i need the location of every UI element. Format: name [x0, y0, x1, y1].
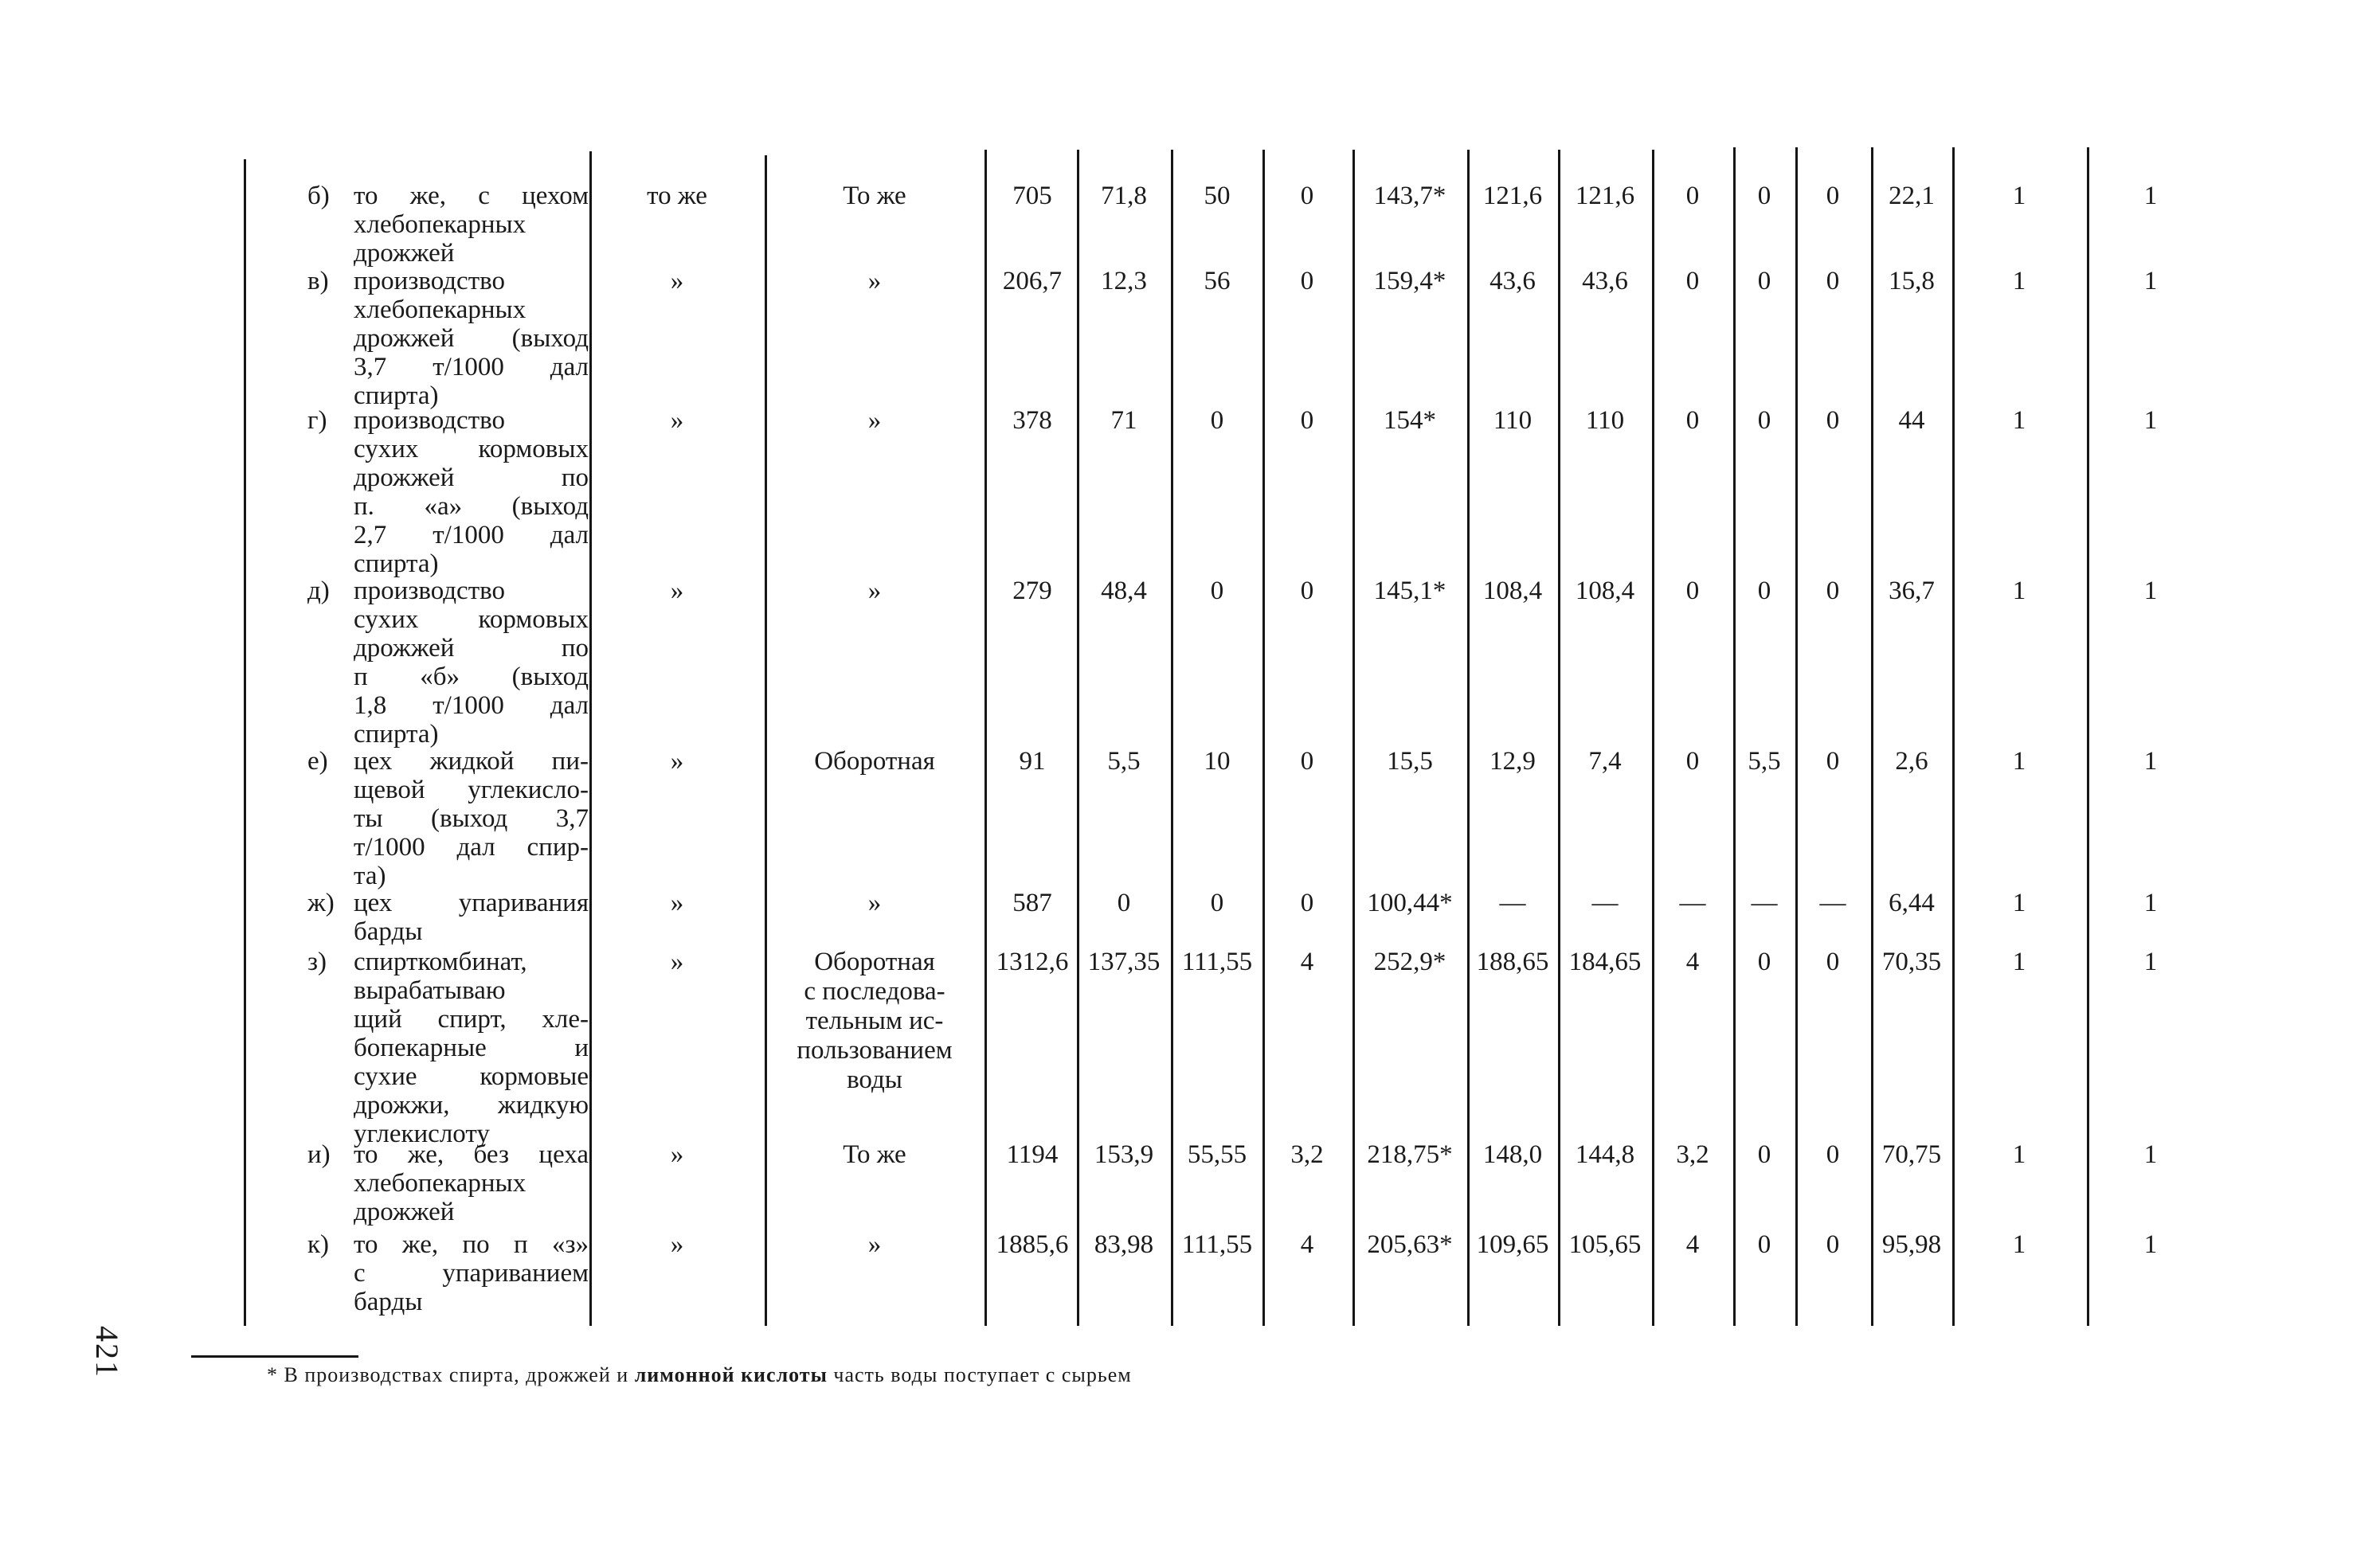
description-line: цех упаривания — [354, 889, 589, 917]
value-cell: 0 — [1210, 577, 1224, 605]
value-cell: 0 — [1826, 1140, 1840, 1169]
value-cell: 0 — [1826, 577, 1840, 605]
value-cell: 48,4 — [1101, 577, 1147, 605]
value-cell: 108,4 — [1482, 577, 1543, 605]
description-line: дрожжи, жидкую — [354, 1091, 589, 1120]
value-cell: 137,35 — [1087, 948, 1161, 976]
row-water-supply: Оборотная — [814, 747, 935, 776]
row-col2: » — [670, 577, 684, 605]
value-cell: 154* — [1384, 406, 1436, 435]
value-cell: 1 — [2012, 267, 2026, 295]
value-cell: 111,55 — [1181, 1230, 1253, 1259]
value-cell: 0 — [1757, 182, 1771, 210]
value-cell: 1 — [2012, 577, 2026, 605]
value-cell: 12,9 — [1489, 747, 1536, 776]
row-label: ж) — [307, 889, 335, 917]
description-line: сухих кормовых — [354, 435, 589, 463]
description-line: барды — [354, 917, 423, 946]
value-cell: 5,5 — [1107, 747, 1141, 776]
description-line: то же, по п «з» — [354, 1230, 589, 1259]
value-cell: 108,4 — [1575, 577, 1635, 605]
value-cell: 1 — [2012, 948, 2026, 976]
value-cell: 0 — [1757, 267, 1771, 295]
footnote-text-a: В производствах спирта, дрожжей и — [284, 1363, 629, 1386]
description-line: п. «а» (выход — [354, 492, 589, 521]
value-cell: 1 — [2012, 406, 2026, 435]
description-line: дрожжей по — [354, 463, 589, 492]
description-line: дрожжей по — [354, 634, 589, 663]
value-cell: 0 — [1300, 577, 1314, 605]
value-cell: 1 — [2012, 889, 2026, 917]
column-rule — [765, 155, 767, 1326]
row-label: е) — [307, 747, 328, 776]
value-cell: 1194 — [1006, 1140, 1059, 1169]
row-description — [307, 889, 589, 946]
value-cell: 143,7* — [1373, 182, 1446, 210]
value-cell: 43,6 — [1489, 267, 1536, 295]
water-supply-line: пользованием — [797, 1036, 953, 1065]
water-supply-line: с последова- — [804, 977, 945, 1006]
description-line: т/1000 дал спир- — [354, 833, 589, 862]
value-cell: 4 — [1300, 948, 1314, 976]
value-cell: 1 — [2143, 889, 2158, 917]
footnote-text-c: часть воды поступает с сырьем — [833, 1363, 1132, 1386]
value-cell: 279 — [1012, 577, 1052, 605]
value-cell: 6,44 — [1889, 889, 1935, 917]
value-cell: 1 — [2143, 577, 2158, 605]
value-cell: 1 — [2012, 182, 2026, 210]
description-line: хлебопекарных — [354, 1169, 526, 1198]
row-water-supply: » — [867, 889, 882, 917]
value-cell: 0 — [1826, 267, 1840, 295]
value-cell: 70,75 — [1881, 1140, 1942, 1169]
footnote — [267, 1363, 1132, 1387]
value-cell: 153,9 — [1094, 1140, 1154, 1169]
description-line: то же, без цеха — [354, 1140, 589, 1169]
description-line: дрожжей — [354, 239, 455, 268]
description-line: сухих кормовых — [354, 605, 589, 634]
description-line: производство — [354, 406, 505, 435]
row-label: к) — [307, 1230, 330, 1259]
value-cell: 0 — [1300, 747, 1314, 776]
description-line: спирта) — [354, 381, 439, 410]
value-cell: — — [1751, 889, 1778, 917]
value-cell: — — [1679, 889, 1706, 917]
value-cell: 121,6 — [1482, 182, 1543, 210]
description-line: спирткомбинат, — [354, 948, 527, 976]
value-cell: 1 — [2143, 406, 2158, 435]
water-supply-line: тельным ис- — [805, 1007, 944, 1035]
value-cell: 1 — [2143, 948, 2158, 976]
value-cell: 705 — [1012, 182, 1052, 210]
row-col2: » — [670, 406, 684, 435]
row-water-supply: » — [867, 1230, 882, 1259]
value-cell: 110 — [1585, 406, 1625, 435]
value-cell: 0 — [1757, 577, 1771, 605]
value-cell: 0 — [1757, 1140, 1771, 1169]
value-cell: 159,4* — [1373, 267, 1446, 295]
value-cell: 1 — [2143, 1230, 2158, 1259]
water-supply-line: воды — [847, 1065, 902, 1094]
value-cell: 109,65 — [1476, 1230, 1549, 1259]
description-line: п «б» (выход — [354, 663, 589, 691]
column-rule — [244, 159, 246, 1326]
row-col2: » — [670, 267, 684, 295]
value-cell: 56 — [1204, 267, 1231, 295]
value-cell: 0 — [1757, 1230, 1771, 1259]
value-cell: 1 — [2143, 747, 2158, 776]
value-cell: — — [1499, 889, 1526, 917]
value-cell: 95,98 — [1881, 1230, 1942, 1259]
row-label: в) — [307, 267, 329, 295]
value-cell: — — [1819, 889, 1846, 917]
description-line: дрожжей — [354, 1198, 455, 1226]
value-cell: 1 — [2012, 1140, 2026, 1169]
row-col2: » — [670, 948, 684, 976]
description-line: 3,7 т/1000 дал — [354, 353, 589, 381]
value-cell: 0 — [1300, 889, 1314, 917]
row-water-supply: То же — [843, 1140, 906, 1169]
row-label: г) — [307, 406, 327, 435]
description-line: спирта) — [354, 720, 439, 749]
value-cell: 0 — [1685, 182, 1700, 210]
value-cell: 4 — [1685, 1230, 1700, 1259]
value-cell: 10 — [1204, 747, 1231, 776]
row-description — [307, 948, 589, 1148]
value-cell: 0 — [1826, 182, 1840, 210]
value-cell: 1 — [2143, 267, 2158, 295]
value-cell: 4 — [1300, 1230, 1314, 1259]
value-cell: 3,2 — [1676, 1140, 1709, 1169]
value-cell: 50 — [1204, 182, 1231, 210]
description-line: хлебопекарных — [354, 295, 526, 324]
row-col2: то же — [647, 182, 707, 210]
value-cell: 0 — [1685, 267, 1700, 295]
row-water-supply: То же — [843, 182, 906, 210]
page-number: 421 — [89, 1326, 125, 1378]
value-cell: 0 — [1210, 889, 1224, 917]
description-line: углекислоту — [354, 1120, 490, 1148]
description-line: бопекарные и — [354, 1034, 589, 1062]
value-cell: 3,2 — [1290, 1140, 1324, 1169]
row-label: д) — [307, 577, 330, 605]
value-cell: 206,7 — [1002, 267, 1063, 295]
description-line: то же, с цехом — [354, 182, 589, 210]
row-col2: » — [670, 747, 684, 776]
value-cell: 184,65 — [1568, 948, 1642, 976]
value-cell: 1 — [2012, 747, 2026, 776]
description-line: 2,7 т/1000 дал — [354, 521, 589, 549]
value-cell: 91 — [1019, 747, 1046, 776]
value-cell: 145,1* — [1373, 577, 1446, 605]
row-label: з) — [307, 948, 327, 976]
value-cell: 36,7 — [1889, 577, 1935, 605]
value-cell: 22,1 — [1889, 182, 1935, 210]
value-cell: 121,6 — [1575, 182, 1635, 210]
description-line: производство — [354, 267, 505, 295]
row-description — [307, 406, 589, 578]
value-cell: 188,65 — [1476, 948, 1549, 976]
description-line: вырабатываю — [354, 976, 506, 1005]
value-cell: 55,55 — [1187, 1140, 1247, 1169]
value-cell: 44 — [1898, 406, 1925, 435]
value-cell: 0 — [1826, 1230, 1840, 1259]
description-line: та) — [354, 862, 386, 890]
value-cell: 218,75* — [1367, 1140, 1453, 1169]
value-cell: 105,65 — [1568, 1230, 1642, 1259]
value-cell: 71,8 — [1101, 182, 1147, 210]
value-cell: 0 — [1210, 406, 1224, 435]
value-cell: 0 — [1685, 747, 1700, 776]
description-line: 1,8 т/1000 дал — [354, 691, 589, 720]
value-cell: 7,4 — [1588, 747, 1622, 776]
value-cell: 0 — [1826, 406, 1840, 435]
description-line: ты (выход 3,7 — [354, 804, 589, 833]
row-water-supply: » — [867, 406, 882, 435]
description-line: цех жидкой пи- — [354, 747, 589, 776]
row-description — [307, 182, 589, 268]
value-cell: 0 — [1757, 948, 1771, 976]
value-cell: 1 — [2143, 1140, 2158, 1169]
value-cell: 4 — [1685, 948, 1700, 976]
description-line: сухие кормовые — [354, 1062, 589, 1091]
value-cell: 205,63* — [1367, 1230, 1453, 1259]
footnote-text-b: лимонной кислоты — [634, 1363, 828, 1386]
value-cell: 70,35 — [1881, 948, 1942, 976]
value-cell: 144,8 — [1575, 1140, 1635, 1169]
value-cell: 83,98 — [1094, 1230, 1154, 1259]
description-line: хлебопекарных — [354, 210, 526, 239]
value-cell: 71 — [1110, 406, 1137, 435]
value-cell: 100,44* — [1367, 889, 1453, 917]
value-cell: 1 — [2143, 182, 2158, 210]
value-cell: 148,0 — [1482, 1140, 1543, 1169]
description-line: щевой углекисло- — [354, 776, 589, 804]
description-line: с упариванием — [354, 1259, 589, 1288]
value-cell: — — [1591, 889, 1619, 917]
value-cell: 0 — [1300, 182, 1314, 210]
row-description — [307, 1230, 589, 1316]
row-description — [307, 1140, 589, 1226]
description-line: барды — [354, 1288, 423, 1316]
value-cell: 2,6 — [1895, 747, 1928, 776]
value-cell: 587 — [1012, 889, 1052, 917]
value-cell: 1 — [2012, 1230, 2026, 1259]
footnote-rule — [191, 1355, 358, 1358]
value-cell: 0 — [1685, 406, 1700, 435]
description-line: щий спирт, хле- — [354, 1005, 589, 1034]
row-description — [307, 747, 589, 890]
value-cell: 43,6 — [1582, 267, 1628, 295]
footnote-marker: * — [267, 1363, 278, 1386]
value-cell: 5,5 — [1748, 747, 1781, 776]
row-description — [307, 267, 589, 410]
value-cell: 252,9* — [1373, 948, 1446, 976]
value-cell: 0 — [1117, 889, 1131, 917]
value-cell: 0 — [1757, 406, 1771, 435]
value-cell: 110 — [1493, 406, 1533, 435]
value-cell: 15,5 — [1387, 747, 1433, 776]
value-cell: 1885,6 — [996, 1230, 1069, 1259]
value-cell: 1312,6 — [996, 948, 1069, 976]
row-water-supply — [775, 948, 974, 1095]
row-label: и) — [307, 1140, 331, 1169]
row-water-supply: » — [867, 577, 882, 605]
row-col2: » — [670, 1140, 684, 1169]
row-label: б) — [307, 182, 330, 210]
value-cell: 0 — [1685, 577, 1700, 605]
value-cell: 0 — [1826, 948, 1840, 976]
column-rule — [2087, 147, 2089, 1326]
value-cell: 15,8 — [1889, 267, 1935, 295]
value-cell: 378 — [1012, 406, 1052, 435]
row-col2: » — [670, 1230, 684, 1259]
column-rule — [589, 151, 592, 1326]
description-line: дрожжей (выход — [354, 324, 589, 353]
row-col2: » — [670, 889, 684, 917]
value-cell: 111,55 — [1181, 948, 1253, 976]
description-line: спирта) — [354, 549, 439, 578]
description-line: производство — [354, 577, 505, 605]
value-cell: 0 — [1300, 406, 1314, 435]
row-description — [307, 577, 589, 749]
value-cell: 12,3 — [1101, 267, 1147, 295]
water-supply-line: Оборотная — [814, 948, 935, 976]
value-cell: 0 — [1300, 267, 1314, 295]
value-cell: 0 — [1826, 747, 1840, 776]
row-water-supply: » — [867, 267, 882, 295]
